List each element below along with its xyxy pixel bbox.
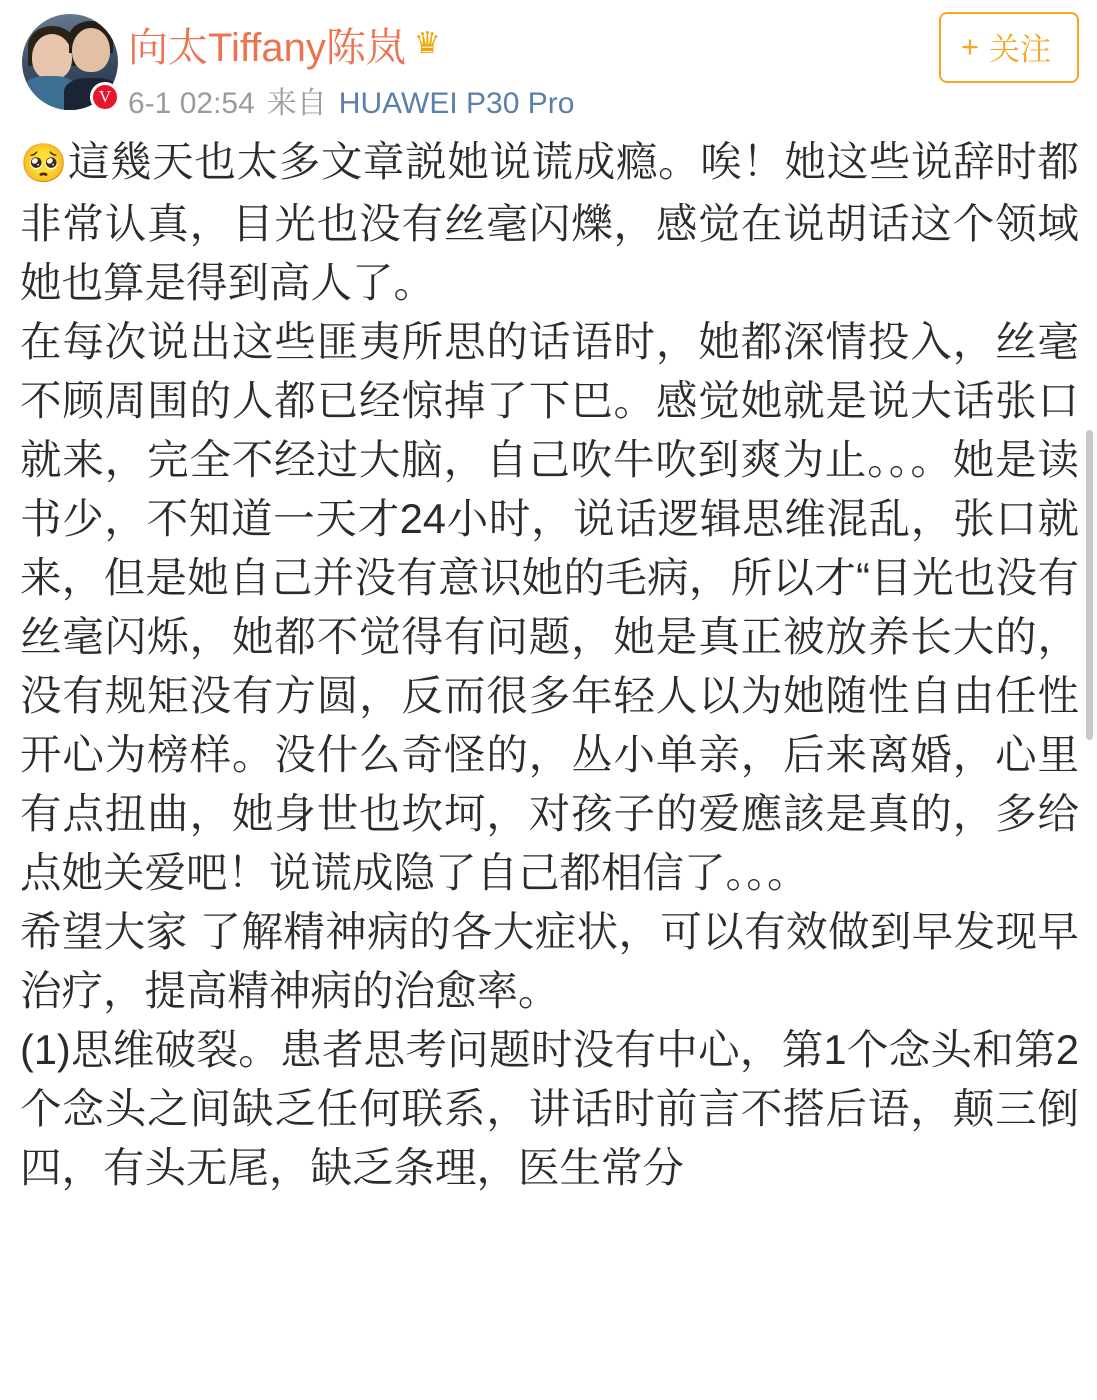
post-paragraph: 在每次说出这些匪夷所思的话语时，她都深情投入，丝毫不顾周围的人都已经惊掉了下巴。感觉她就是说大话张口就来，完全不经过大脑，自己吹牛吹到爽为止。。。她是读书少，不知道一天才24小时，说话逻辑思维混乱，张口就来，但是她自己并没有意识她的毛病，所以才“目光也没有丝毫闪烁，她都不觉得有问题，她是真正被放养长大的，没有规矩没有方圆，反而很多年轻人以为她随性自由任性开心为榜样。没什么奇怪的，丛小单亲，后来离婚，心里有点扭曲，她身世也坎坷，对孩子的爱應該是真的，多给点她关爱吧！说谎成隐了自己都相信了。。。 xyxy=(20,318,1079,896)
verified-badge-icon: V xyxy=(90,82,120,112)
avatar[interactable] xyxy=(22,14,118,110)
post-paragraph xyxy=(20,132,1079,312)
post-paragraph-text: 這幾天也太多文章説她说谎成瘾。唉！她这些说辞时都非常认真，目光也没有丝毫闪爍，感觉在说胡话这个领域她也算是得到高人了。 xyxy=(20,138,1079,306)
post-paragraph: (1)思维破裂。患者思考问题时没有中心，第1个念头和第2个念头之间缺乏任何联系，讲话时前言不搭后语，颠三倒四，有头无尾，缺乏条理，医生常分 xyxy=(20,1026,1079,1191)
plus-icon: + xyxy=(960,29,979,64)
sad-face-emoji: 🥺 xyxy=(20,143,68,185)
follow-button[interactable] xyxy=(939,12,1079,83)
post-timestamp: 6-1 02:54 xyxy=(128,87,255,120)
post-meta xyxy=(128,78,1097,122)
scrollbar[interactable] xyxy=(1086,430,1093,740)
avatar-detail xyxy=(32,34,72,80)
post-source-device[interactable]: HUAWEI P30 Pro xyxy=(338,87,575,120)
author-name[interactable]: 向太Tiffany陈岚 xyxy=(128,25,406,70)
follow-button-label: 关注 xyxy=(989,32,1051,67)
post-header xyxy=(0,0,1097,132)
post-paragraph: 希望大家 了解精神病的各大症状，可以有效做到早发现早治疗，提高精神病的治愈率。 xyxy=(20,908,1079,1014)
avatar-detail xyxy=(72,28,110,72)
post-body xyxy=(0,132,1097,1197)
crown-icon: ♛ xyxy=(413,27,441,60)
post-source-label: 来自 xyxy=(266,87,327,120)
